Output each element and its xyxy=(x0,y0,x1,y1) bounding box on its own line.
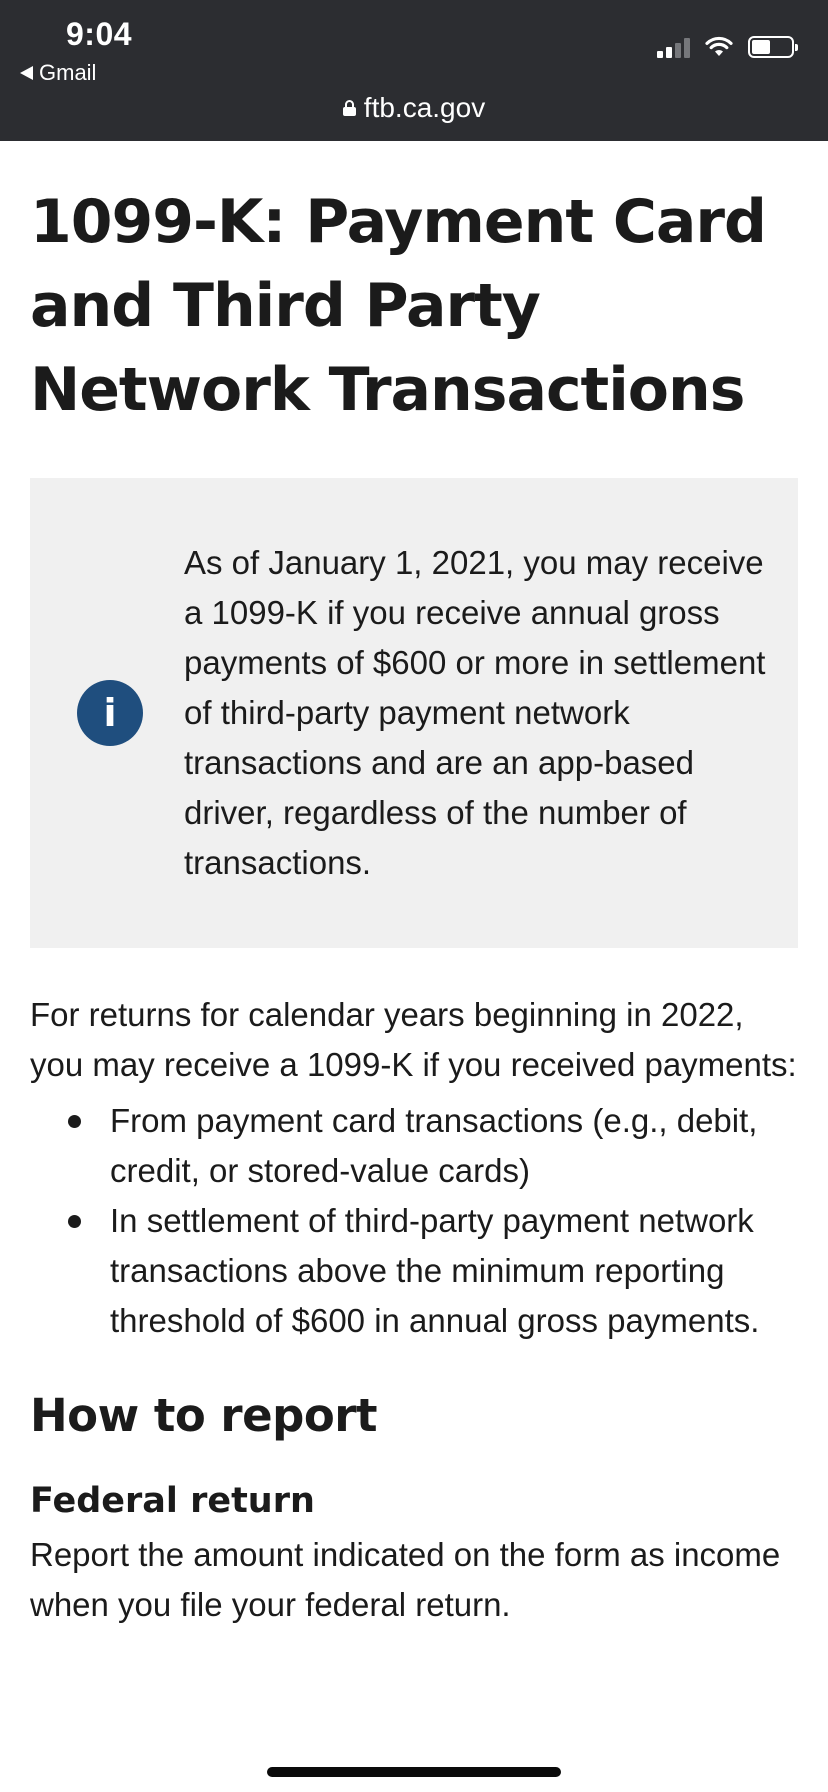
list-item: From payment card transactions (e.g., debit, credit, or stored-value cards) xyxy=(110,1096,798,1196)
status-time: 9:04 xyxy=(66,16,133,52)
info-icon: i xyxy=(77,680,143,746)
home-indicator[interactable] xyxy=(267,1767,561,1777)
wifi-icon xyxy=(704,36,734,58)
payment-list xyxy=(30,1096,798,1346)
status-icons xyxy=(657,36,794,58)
list-item: In settlement of third-party payment network transactions above the minimum reporting threshold of $600 in annual gross payments. xyxy=(110,1196,798,1346)
status-bar xyxy=(0,0,828,141)
battery-icon xyxy=(748,36,794,58)
lock-icon xyxy=(343,100,356,116)
back-arrow-icon xyxy=(20,66,33,80)
federal-return-heading: Federal return xyxy=(30,1481,315,1521)
info-alert xyxy=(30,478,798,948)
back-to-app-button[interactable] xyxy=(20,60,96,86)
page-title: 1099-K: Payment Card and Third Party Network Transactions xyxy=(30,187,766,425)
address-bar[interactable] xyxy=(0,92,828,124)
main-content xyxy=(30,180,798,1630)
alert-text: As of January 1, 2021, you may receive a 1099-K if you receive annual gross payments of $600 or more in settlement of third-party payment network transactions and are an app-based driver, regardless of the number of transactions. xyxy=(184,544,766,881)
cellular-signal-icon xyxy=(657,36,690,58)
federal-return-text: Report the amount indicated on the form as income when you file your federal return. xyxy=(30,1536,781,1623)
url-text: ftb.ca.gov xyxy=(363,92,486,123)
intro-paragraph: For returns for calendar years beginning in 2022, you may receive a 1099-K if you received payments: xyxy=(30,996,797,1083)
how-to-report-heading: How to report xyxy=(30,1389,377,1442)
back-app-label: Gmail xyxy=(39,60,97,85)
